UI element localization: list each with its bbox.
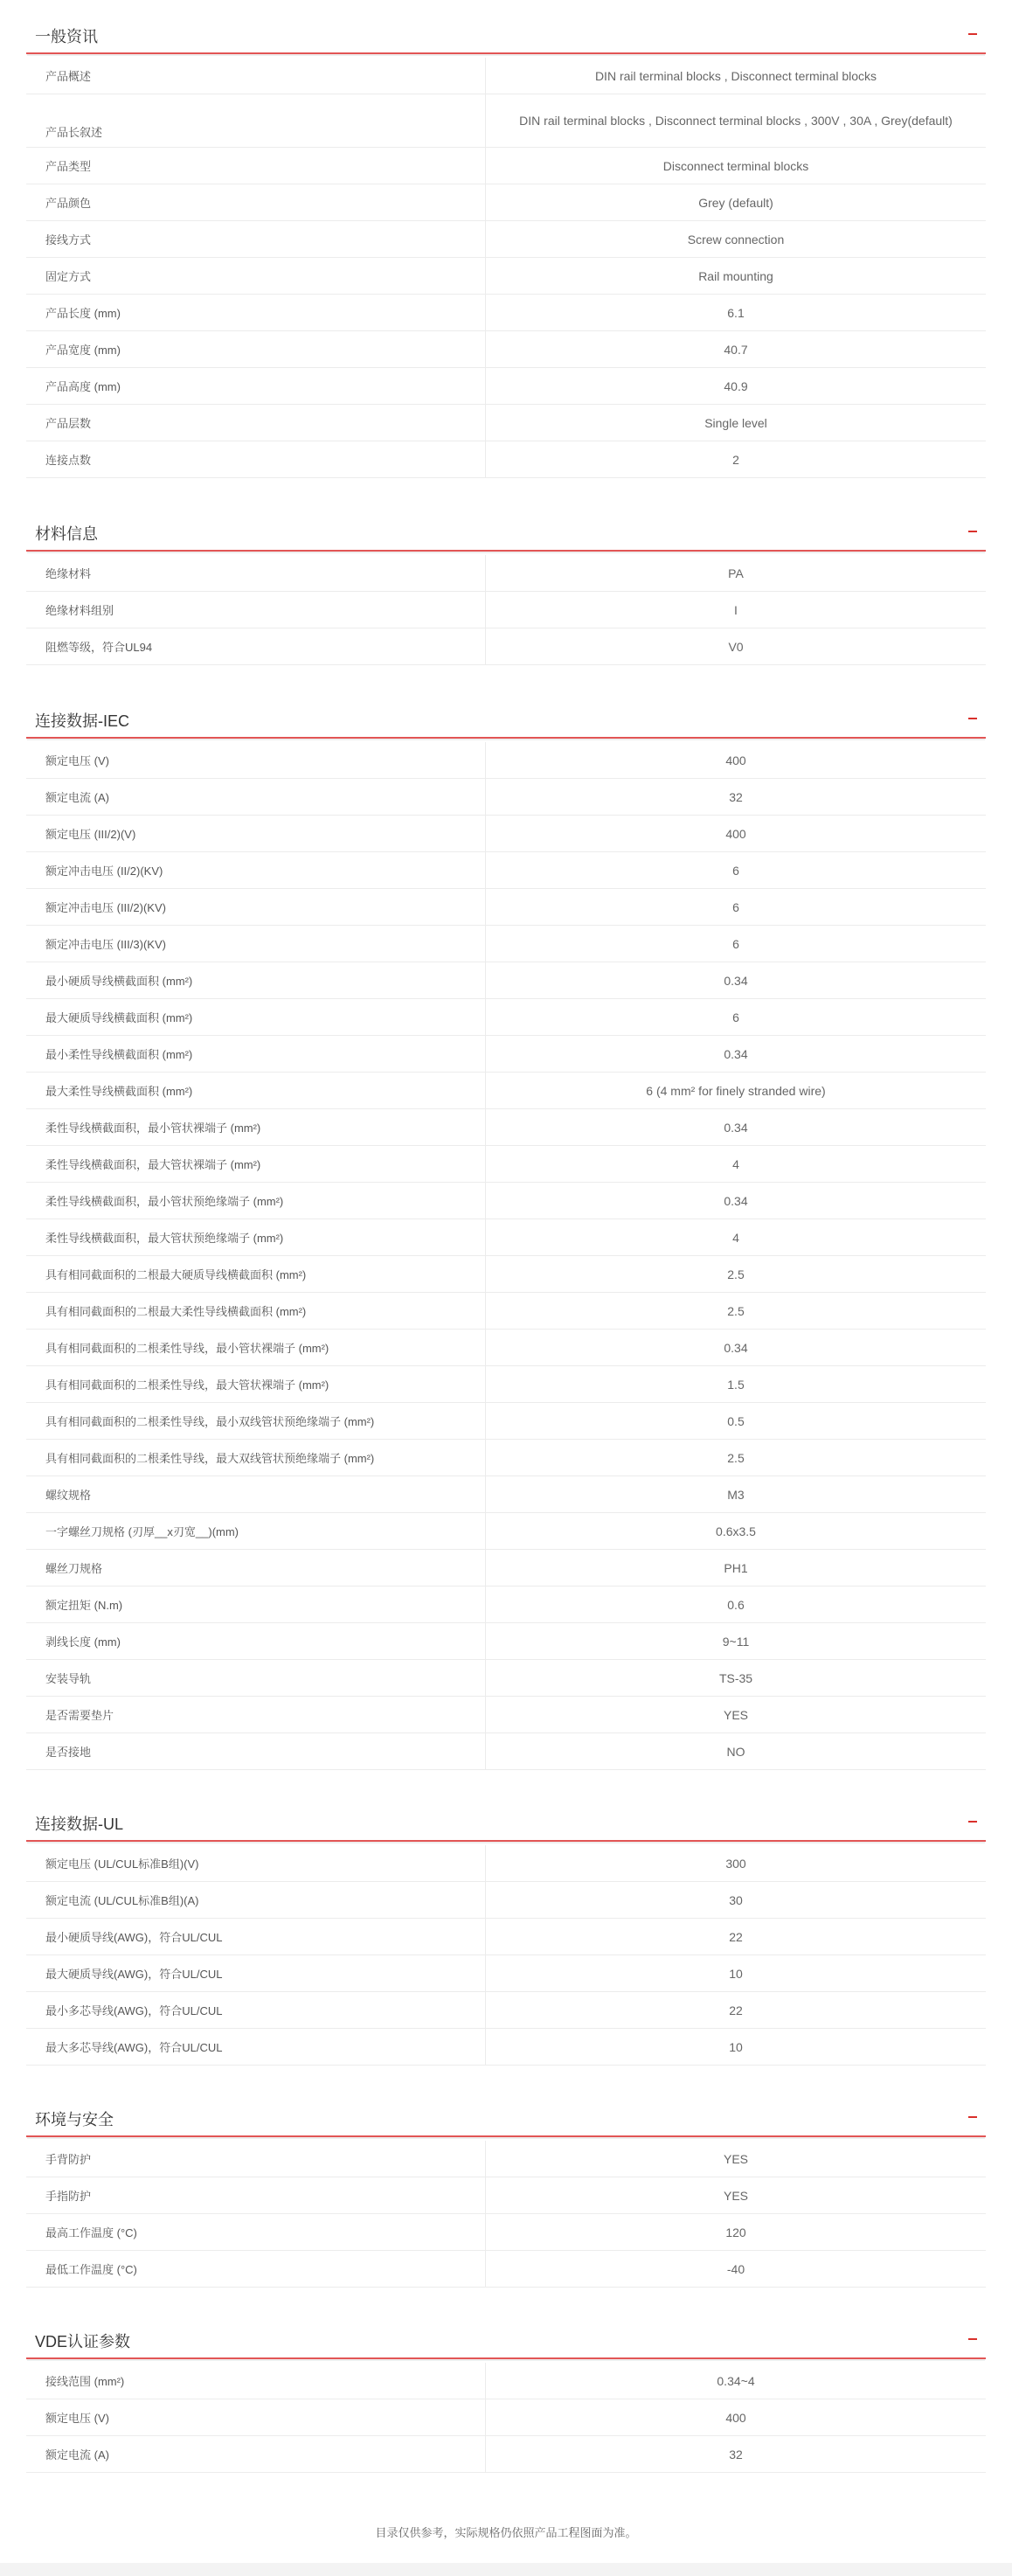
section-spacer — [0, 2066, 1012, 2100]
spec-row — [26, 331, 986, 368]
spec-row — [26, 295, 986, 331]
spec-row — [26, 1587, 986, 1623]
spec-row — [26, 1513, 986, 1550]
spec-row — [26, 816, 986, 852]
spec-value: 0.6 — [727, 1597, 745, 1612]
spec-label: 手指防护 — [26, 2177, 486, 2213]
spec-row — [26, 1919, 986, 1955]
spec-table — [26, 742, 986, 1770]
spec-label: 连接点数 — [26, 441, 486, 477]
collapse-icon[interactable] — [968, 718, 977, 719]
spec-row — [26, 1955, 986, 1992]
spec-value: 0.34 — [724, 1193, 748, 1208]
spec-table — [26, 1845, 986, 2066]
spec-label: 最大多芯导线(AWG)，符合UL/CUL — [26, 2029, 486, 2065]
spec-row — [26, 852, 986, 889]
spec-table — [26, 2141, 986, 2288]
spec-value: Disconnect terminal blocks — [662, 158, 809, 173]
spec-value: 6 — [732, 899, 739, 914]
spec-value: 40.9 — [724, 378, 748, 393]
spec-label: 手背防护 — [26, 2141, 486, 2177]
section-spacer — [0, 2288, 1012, 2323]
section-header — [26, 702, 986, 739]
spec-label: 绝缘材料 — [26, 555, 486, 591]
spec-value: -40 — [726, 2261, 745, 2276]
spec-row — [26, 405, 986, 441]
section-spacer — [0, 665, 1012, 702]
spec-sections — [0, 17, 1012, 2473]
spec-value: 10 — [729, 2039, 743, 2054]
section-header — [26, 1805, 986, 1842]
spec-row — [26, 2399, 986, 2436]
spec-section — [26, 515, 986, 665]
spec-value: 2.5 — [727, 1267, 745, 1281]
spec-label: 剥线长度 (mm) — [26, 1623, 486, 1659]
spec-label: 柔性导线横截面积，最小管状裸端子 (mm²) — [26, 1109, 486, 1145]
spec-row — [26, 926, 986, 962]
spec-label: 产品宽度 (mm) — [26, 331, 486, 367]
spec-value: Single level — [704, 415, 767, 430]
spec-label: 具有相同截面积的二根柔性导线，最小双线管状预绝缘端子 (mm²) — [26, 1403, 486, 1439]
bottom-bar — [0, 2563, 1012, 2576]
spec-label: 产品高度 (mm) — [26, 368, 486, 404]
spec-row — [26, 1476, 986, 1513]
spec-row — [26, 1697, 986, 1733]
spec-row — [26, 1440, 986, 1476]
spec-label: 安装导轨 — [26, 1660, 486, 1696]
spec-value: 400 — [725, 2410, 746, 2425]
spec-value: 6.1 — [727, 305, 745, 320]
spec-row — [26, 555, 986, 592]
spec-value: 0.34 — [724, 1046, 748, 1061]
spec-section — [26, 17, 986, 478]
spec-label: 最大硬质导线(AWG)，符合UL/CUL — [26, 1955, 486, 1991]
spec-label: 最小硬质导线(AWG)，符合UL/CUL — [26, 1919, 486, 1955]
spec-value: 300 — [725, 1856, 746, 1871]
spec-value: 1.5 — [727, 1377, 745, 1392]
spec-value: Rail mounting — [698, 268, 773, 283]
spec-label: 柔性导线横截面积，最小管状预绝缘端子 (mm²) — [26, 1183, 486, 1219]
spec-label: 最低工作温度 (°C) — [26, 2251, 486, 2287]
spec-row — [26, 2363, 986, 2399]
spec-label: 最大硬质导线横截面积 (mm²) — [26, 999, 486, 1035]
collapse-icon[interactable] — [968, 531, 977, 532]
spec-value: 0.5 — [727, 1413, 745, 1428]
section-header — [26, 2323, 986, 2359]
spec-row — [26, 889, 986, 926]
section-title: 连接数据-UL — [35, 1816, 124, 1833]
spec-value: Screw connection — [687, 232, 785, 246]
spec-row — [26, 2141, 986, 2177]
spec-label: 是否接地 — [26, 1733, 486, 1769]
spec-row — [26, 1550, 986, 1587]
spec-value: 2.5 — [727, 1303, 745, 1318]
spec-value: 400 — [725, 826, 746, 841]
section-header — [26, 2100, 986, 2137]
spec-row — [26, 779, 986, 816]
spec-label: 产品层数 — [26, 405, 486, 441]
spec-value: 30 — [729, 1892, 743, 1907]
spec-value: DIN rail terminal blocks , Disconnect terminal blocks — [594, 68, 877, 83]
spec-value: YES — [723, 2151, 748, 2166]
spec-row — [26, 148, 986, 184]
collapse-icon[interactable] — [968, 1821, 977, 1823]
spec-label: 是否需要垫片 — [26, 1697, 486, 1732]
section-spacer — [0, 1770, 1012, 1805]
spec-value: 9~11 — [722, 1634, 750, 1649]
spec-table — [26, 555, 986, 665]
spec-row — [26, 1293, 986, 1330]
spec-label: 最小多芯导线(AWG)，符合UL/CUL — [26, 1992, 486, 2028]
spec-label: 柔性导线横截面积，最大管状预绝缘端子 (mm²) — [26, 1219, 486, 1255]
spec-label: 额定电压 (V) — [26, 742, 486, 778]
spec-label: 最高工作温度 (°C) — [26, 2214, 486, 2250]
spec-row — [26, 1330, 986, 1366]
spec-label: 绝缘材料组别 — [26, 592, 486, 628]
spec-row — [26, 1733, 986, 1770]
spec-row — [26, 1256, 986, 1293]
spec-label: 具有相同截面积的二根柔性导线，最小管状裸端子 (mm²) — [26, 1330, 486, 1365]
spec-label: 柔性导线横截面积，最大管状裸端子 (mm²) — [26, 1146, 486, 1182]
spec-value: 4 — [732, 1230, 739, 1245]
spec-row — [26, 2251, 986, 2288]
spec-label: 额定电压 (III/2)(V) — [26, 816, 486, 851]
spec-label: 额定冲击电压 (III/3)(KV) — [26, 926, 486, 962]
spec-value: M3 — [727, 1487, 745, 1502]
spec-label: 额定冲击电压 (II/2)(KV) — [26, 852, 486, 888]
spec-section — [26, 1805, 986, 2066]
spec-label: 阻燃等级，符合UL94 — [26, 628, 486, 664]
spec-row — [26, 1073, 986, 1109]
spec-value: 22 — [729, 2003, 743, 2017]
spec-label: 最小柔性导线横截面积 (mm²) — [26, 1036, 486, 1072]
spec-row — [26, 1146, 986, 1183]
spec-label: 产品颜色 — [26, 184, 486, 220]
spec-label: 具有相同截面积的二根最大硬质导线横截面积 (mm²) — [26, 1256, 486, 1292]
spec-row — [26, 58, 986, 94]
spec-row — [26, 2177, 986, 2214]
spec-row — [26, 628, 986, 665]
spec-row — [26, 2436, 986, 2473]
spec-value: TS-35 — [718, 1670, 753, 1685]
spec-row — [26, 742, 986, 779]
spec-label: 具有相同截面积的二根柔性导线，最大双线管状预绝缘端子 (mm²) — [26, 1440, 486, 1475]
spec-value: 40.7 — [724, 342, 748, 357]
spec-value: 0.34 — [724, 1340, 748, 1355]
spec-label: 额定电压 (UL/CUL标准B组)(V) — [26, 1845, 486, 1881]
spec-value: 4 — [732, 1156, 739, 1171]
spec-value: YES — [723, 2188, 748, 2203]
section-title: 连接数据-IEC — [35, 712, 129, 730]
collapse-icon[interactable] — [968, 2116, 977, 2118]
collapse-icon[interactable] — [968, 2338, 977, 2340]
spec-value: 22 — [729, 1929, 743, 1944]
spec-value: YES — [723, 1707, 748, 1722]
spec-label: 产品概述 — [26, 58, 486, 94]
spec-label: 额定电流 (A) — [26, 779, 486, 815]
spec-label: 固定方式 — [26, 258, 486, 294]
section-header — [26, 515, 986, 552]
spec-value: 0.34~4 — [717, 2373, 755, 2388]
spec-label: 额定电压 (V) — [26, 2399, 486, 2435]
spec-value: 10 — [729, 1966, 743, 1981]
spec-row — [26, 1992, 986, 2029]
spec-row — [26, 1366, 986, 1403]
spec-row — [26, 2214, 986, 2251]
spec-section — [26, 2323, 986, 2473]
spec-value: PA — [728, 566, 744, 580]
spec-label: 额定扭矩 (N.m) — [26, 1587, 486, 1622]
spec-row — [26, 184, 986, 221]
spec-value: 6 (4 mm² for finely stranded wire) — [646, 1083, 826, 1098]
spec-value: 6 — [732, 936, 739, 951]
section-title: 一般资讯 — [35, 28, 98, 45]
spec-value: V0 — [728, 639, 744, 654]
spec-section — [26, 702, 986, 1770]
spec-row — [26, 1403, 986, 1440]
spec-label: 最小硬质导线横截面积 (mm²) — [26, 962, 486, 998]
spec-label: 具有相同截面积的二根最大柔性导线横截面积 (mm²) — [26, 1293, 486, 1329]
spec-value: PH1 — [724, 1560, 748, 1575]
spec-row — [26, 368, 986, 405]
spec-row — [26, 1623, 986, 1660]
spec-value: 6 — [732, 863, 739, 878]
spec-row — [26, 1183, 986, 1219]
spec-row — [26, 441, 986, 478]
spec-value: Grey (default) — [698, 195, 773, 210]
spec-label: 接线范围 (mm²) — [26, 2363, 486, 2399]
section-header — [26, 17, 986, 54]
spec-row — [26, 221, 986, 258]
spec-section — [26, 2100, 986, 2288]
spec-label: 螺丝刀规格 — [26, 1550, 486, 1586]
section-title: 环境与安全 — [35, 2111, 114, 2128]
spec-row — [26, 2029, 986, 2066]
spec-row — [26, 1660, 986, 1697]
section-title: 材料信息 — [35, 525, 98, 543]
spec-label: 产品长度 (mm) — [26, 295, 486, 330]
spec-value: DIN rail terminal blocks , Disconnect terminal blocks , 300V , 30A , Grey(default) — [519, 114, 953, 128]
spec-label: 一字螺丝刀规格 (刃厚__x刃宽__)(mm) — [26, 1513, 486, 1549]
spec-value: I — [734, 602, 738, 617]
collapse-icon[interactable] — [968, 33, 977, 35]
spec-label: 产品类型 — [26, 148, 486, 184]
spec-label: 额定冲击电压 (III/2)(KV) — [26, 889, 486, 925]
spec-row — [26, 962, 986, 999]
spec-label: 具有相同截面积的二根柔性导线，最大管状裸端子 (mm²) — [26, 1366, 486, 1402]
spec-row — [26, 999, 986, 1036]
spec-value: 0.6x3.5 — [716, 1524, 756, 1538]
spec-value: 6 — [732, 1010, 739, 1024]
section-spacer — [0, 478, 1012, 515]
spec-value: 400 — [725, 753, 746, 767]
section-title: VDE认证参数 — [35, 2333, 131, 2350]
spec-value: 2 — [732, 452, 739, 467]
spec-row — [26, 1219, 986, 1256]
spec-value: 32 — [729, 789, 743, 804]
spec-value: NO — [726, 1744, 745, 1759]
footer-note: 目录仅供参考，实际规格仍依照产品工程图面为准。 — [375, 2526, 637, 2539]
spec-label: 最大柔性导线横截面积 (mm²) — [26, 1073, 486, 1108]
spec-label: 螺纹规格 — [26, 1476, 486, 1512]
spec-label: 接线方式 — [26, 221, 486, 257]
spec-value: 32 — [729, 2447, 743, 2461]
spec-label: 产品长叙述 — [26, 94, 486, 147]
spec-value: 2.5 — [727, 1450, 745, 1465]
spec-row — [26, 1845, 986, 1882]
spec-row — [26, 592, 986, 628]
spec-label: 额定电流 (A) — [26, 2436, 486, 2472]
spec-value: 0.34 — [724, 973, 748, 988]
spec-table — [26, 58, 986, 478]
spec-row — [26, 94, 986, 148]
spec-value: 120 — [725, 2225, 746, 2239]
spec-row — [26, 1109, 986, 1146]
spec-row — [26, 1036, 986, 1073]
spec-row — [26, 258, 986, 295]
spec-value: 0.34 — [724, 1120, 748, 1135]
spec-row — [26, 1882, 986, 1919]
spec-table — [26, 2363, 986, 2473]
spec-label: 额定电流 (UL/CUL标准B组)(A) — [26, 1882, 486, 1918]
